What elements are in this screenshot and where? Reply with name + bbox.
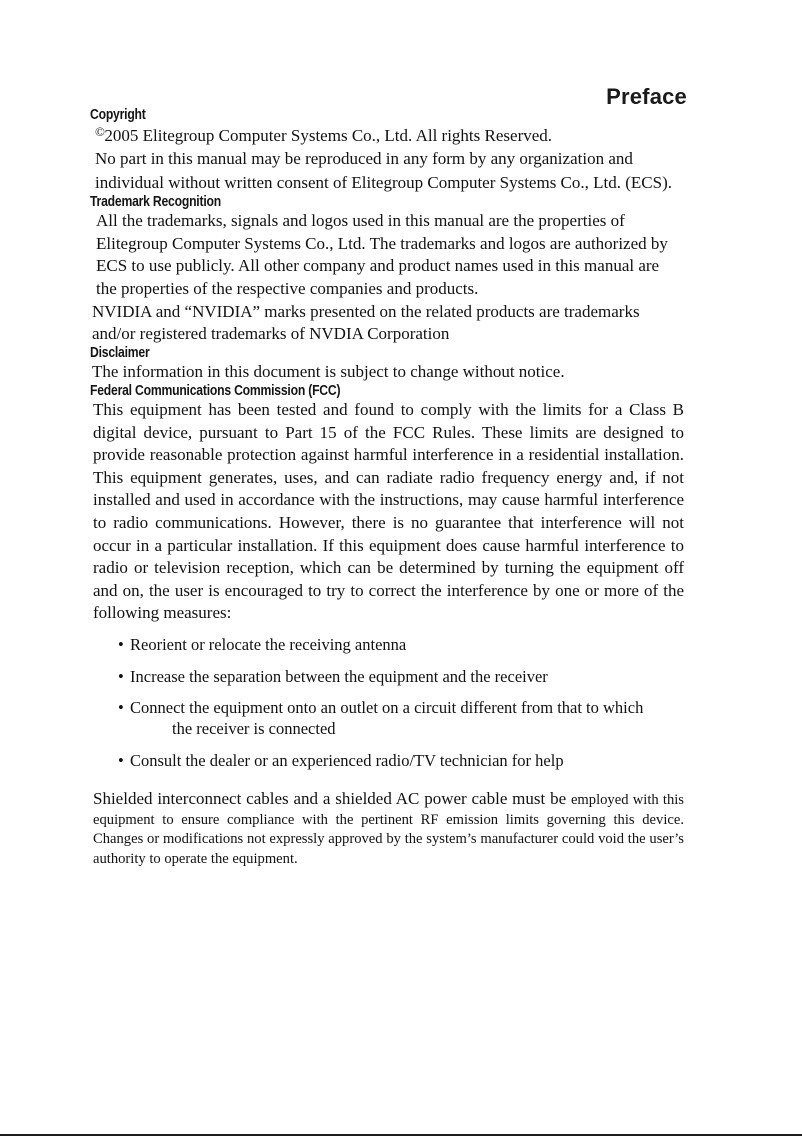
bullet-icon: •: [118, 697, 124, 717]
copyright-line-2: No part in this manual may be reproduced in any form by any organization and: [95, 148, 633, 168]
list-item: [118, 697, 684, 740]
list-item-label: Reorient or relocate the receiving antenna: [130, 635, 407, 655]
nvidia-trademark-paragraph: NVIDIA and “NVIDIA” marks presented on the related products are trademarks and/or registered trademarks of NVDIA Corporation: [92, 301, 640, 344]
bullet-icon: •: [118, 666, 124, 686]
list-item-label: Consult the dealer or an experienced radio/TV technician for help: [130, 750, 564, 770]
list-item: [118, 666, 684, 687]
document-content: [90, 108, 684, 884]
fcc-body-paragraph: This equipment has been tested and found to comply with the limits for a Class B digital device, pursuant to Part 15 of the FCC Rules. These limits are designed to provide reasonable protection against harmful interference in a residential installation. This equipment generates, uses, and can radiate radio frequency energy and, if not installed and used in accordance with the instructions, may cause harmful interference to radio communications. However, there is no guarantee that interference will not occur in a particular installation. If this equipment does cause harmful interference to radio or television reception, which can be determined by turning the equipment off and on, the user is encouraged to try to correct the interference by one or more of the following measures:: [93, 399, 684, 623]
fcc-closing-paragraph: [90, 788, 684, 869]
list-item-label: Connect the equipment onto an outlet on a circuit different from that to which: [130, 697, 644, 717]
section-heading-disclaimer: Disclaimer: [90, 344, 150, 361]
disclaimer-body-paragraph: The information in this document is subject to change without notice.: [92, 362, 565, 382]
copyright-symbol-icon: ©: [95, 124, 105, 140]
bullet-icon: •: [118, 750, 124, 770]
page-title: Preface: [606, 84, 687, 109]
list-item: [118, 750, 684, 771]
list-item-continuation: the receiver is connected: [172, 719, 336, 739]
section-heading-fcc: Federal Communications Commission (FCC): [90, 382, 341, 399]
fcc-measures-list: [90, 634, 684, 771]
bullet-icon: •: [118, 635, 124, 655]
copyright-line-3: individual without written consent of Elitegroup Computer Systems Co., Ltd. (ECS).: [95, 173, 673, 193]
section-heading-copyright: Copyright: [90, 107, 146, 123]
fcc-closing-rest-text: employed with this equipment to ensure compliance with the pertinent RF emission limits governing this device. Changes or modifications not expressly approved by the system’s manufacturer could void the user’s authority to operate the equipment.: [93, 792, 684, 867]
list-item-label: Increase the separation between the equipment and the receiver: [130, 666, 548, 686]
copyright-line-1-text: 2005 Elitegroup Computer Systems Co., Ltd. All rights Reserved.: [104, 126, 553, 146]
fcc-closing-lead-text: Shielded interconnect cables and a shielded AC power cable must be: [93, 789, 571, 809]
section-heading-trademark-recognition: Trademark Recognition: [90, 194, 221, 211]
list-item: [118, 634, 684, 655]
copyright-line-1: [90, 123, 684, 148]
trademark-body-paragraph: All the trademarks, signals and logos used in this manual are the properties of Elitegroup Computer Systems Co., Ltd. The trademarks and logos are authorized by ECS to use publicly. All other company and product names used in this manual are the properties of the respective companies and products.: [96, 211, 668, 299]
running-head: [93, 86, 687, 108]
